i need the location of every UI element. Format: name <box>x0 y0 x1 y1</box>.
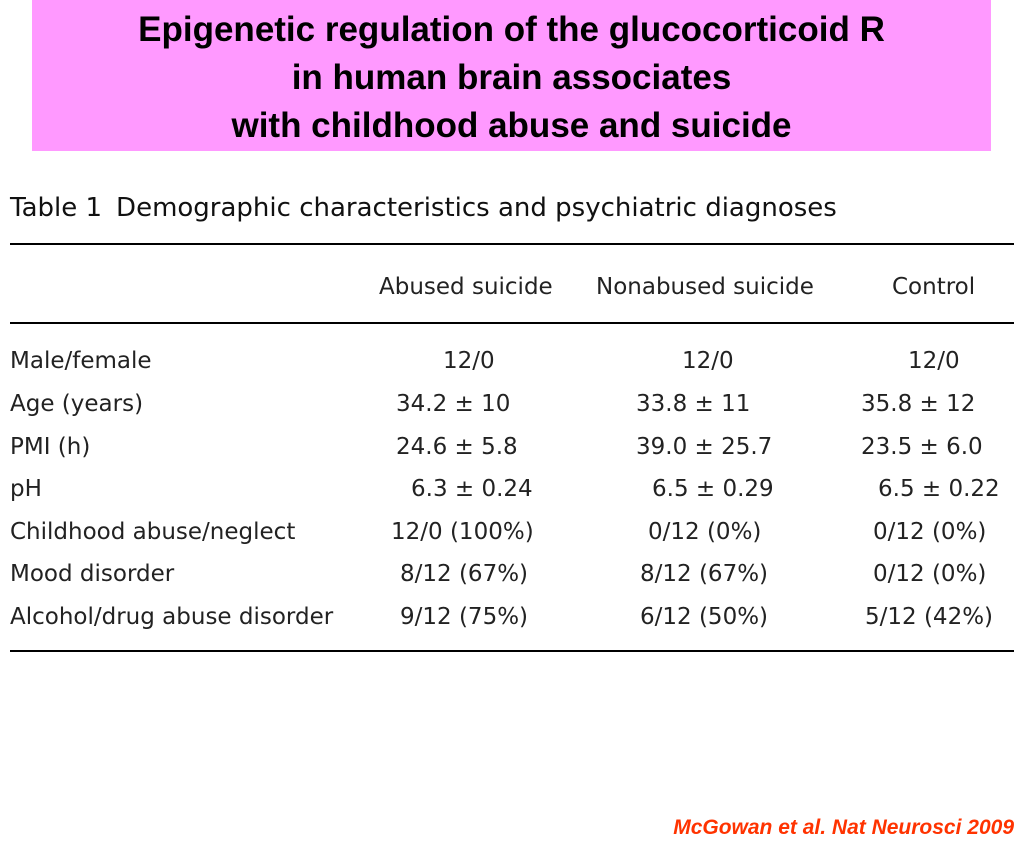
row-label-childhood-abuse: Childhood abuse/neglect <box>10 519 296 545</box>
table-header-rule <box>10 322 1014 324</box>
table-top-rule <box>10 243 1014 245</box>
table-cell: 8/12 (67%) <box>640 561 769 587</box>
table-caption <box>10 193 837 223</box>
row-label-alcohol-drug-abuse: Alcohol/drug abuse disorder <box>10 604 334 630</box>
table-caption-text: Demographic characteristics and psychiatric diagnoses <box>116 193 837 223</box>
slide-title-line-3: with childhood abuse and suicide <box>231 106 792 145</box>
table-cell: 8/12 (67%) <box>400 561 529 587</box>
row-label-age: Age (years) <box>10 391 144 417</box>
row-label-ph: pH <box>10 476 42 502</box>
table-cell: 12/0 (100%) <box>391 519 534 545</box>
table-cell: 0/12 (0%) <box>873 519 987 545</box>
table-cell: 0/12 (0%) <box>648 519 762 545</box>
slide-title-line-2: in human brain associates <box>291 58 732 97</box>
table-cell: 12/0 <box>682 348 734 374</box>
citation: McGowan et al. Nat Neurosci 2009 <box>673 816 1014 839</box>
table-cell: 33.8 ± 11 <box>636 391 751 417</box>
table-cell: 39.0 ± 25.7 <box>636 434 773 460</box>
column-header-abused-suicide: Abused suicide <box>379 274 553 300</box>
column-header-nonabused-suicide: Nonabused suicide <box>596 274 814 300</box>
table-cell: 24.6 ± 5.8 <box>396 434 518 460</box>
table-cell: 9/12 (75%) <box>400 604 529 630</box>
column-header-control: Control <box>892 274 976 300</box>
row-label-mood-disorder: Mood disorder <box>10 561 175 587</box>
table-cell: 6/12 (50%) <box>640 604 769 630</box>
table-cell: 23.5 ± 6.0 <box>861 434 983 460</box>
table-cell: 34.2 ± 10 <box>396 391 511 417</box>
table-cell: 6.3 ± 0.24 <box>411 476 533 502</box>
table-cell: 5/12 (42%) <box>865 604 994 630</box>
table-bottom-rule <box>10 650 1014 652</box>
slide-title-line-1: Epigenetic regulation of the glucocorticoid R <box>138 10 885 49</box>
table-cell: 12/0 <box>908 348 960 374</box>
row-label-pmi: PMI (h) <box>10 434 91 460</box>
row-label-male-female: Male/female <box>10 348 152 374</box>
table-cell: 12/0 <box>443 348 495 374</box>
slide-title-banner <box>32 0 991 151</box>
table-cell: 6.5 ± 0.29 <box>652 476 774 502</box>
table-number: Table 1 <box>10 193 103 223</box>
table-cell: 35.8 ± 12 <box>861 391 976 417</box>
table-cell: 6.5 ± 0.22 <box>878 476 1000 502</box>
table-cell: 0/12 (0%) <box>873 561 987 587</box>
